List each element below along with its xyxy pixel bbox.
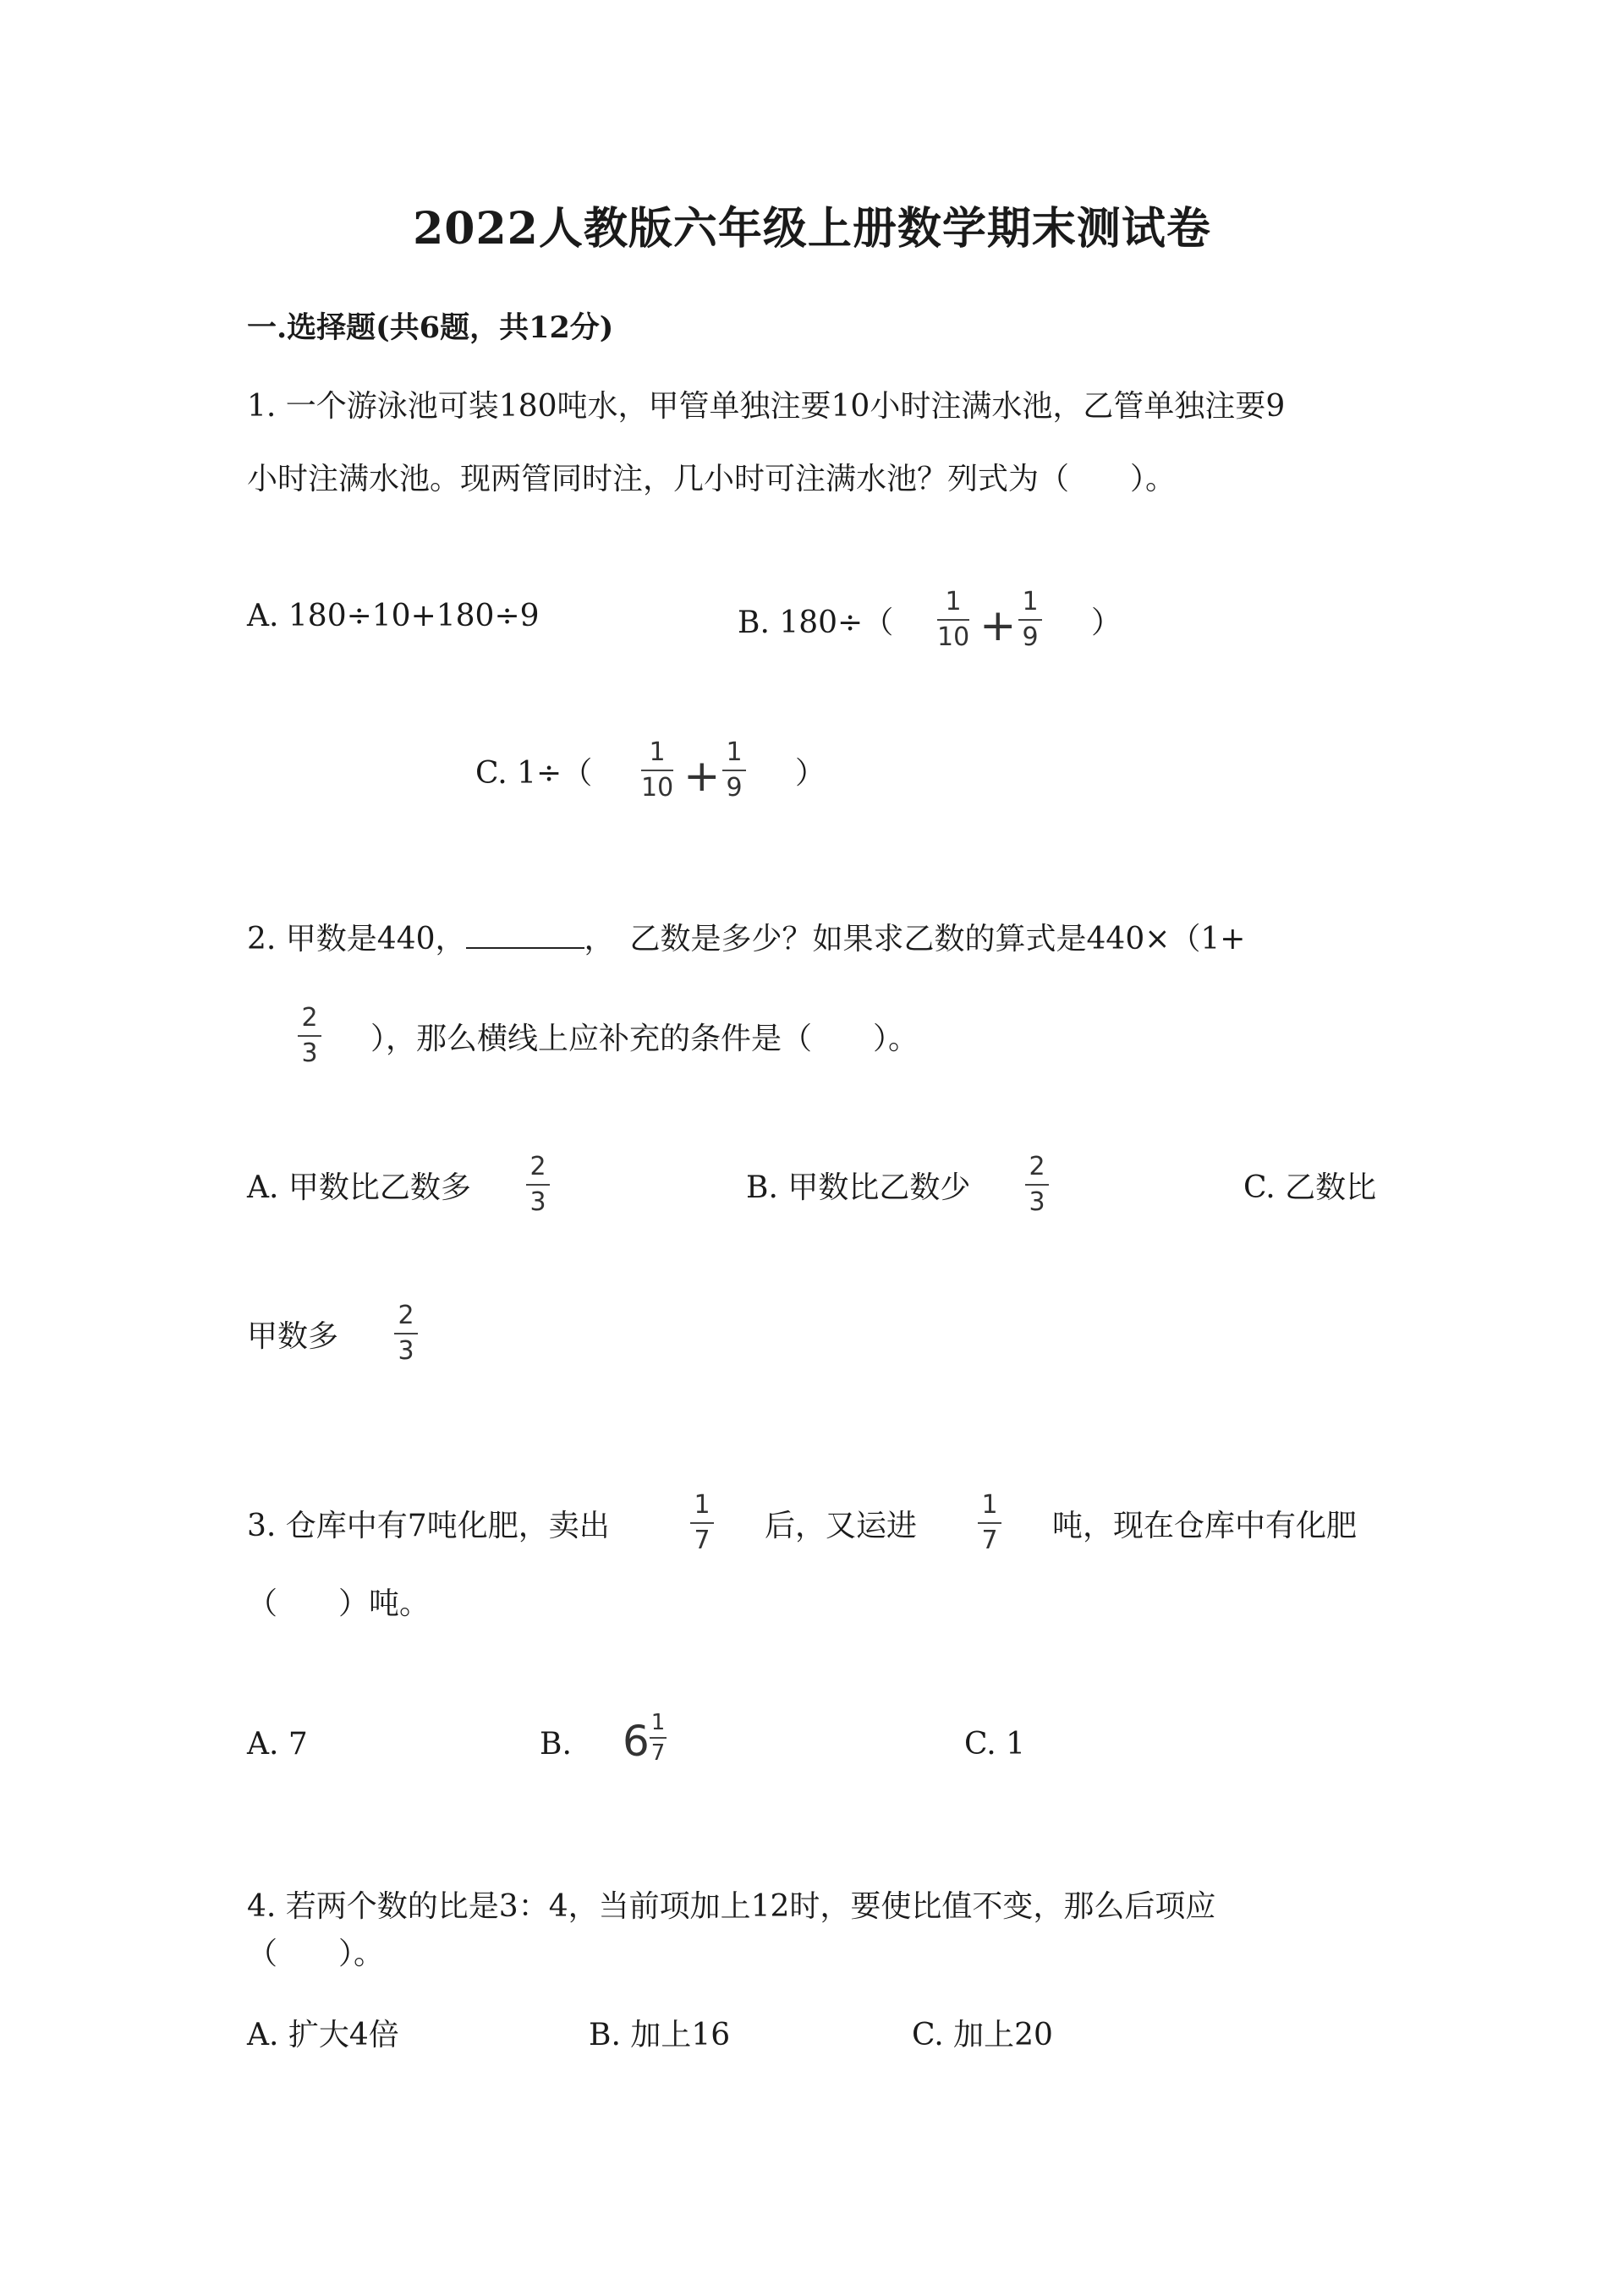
q4-line1: 4. 若两个数的比是3：4，当前项加上12时，要使比值不变，那么后项应 [247, 1889, 1216, 1924]
fraction-denominator: 3 [529, 1187, 546, 1217]
q2-c-fraction [394, 1301, 418, 1367]
fraction-numerator: 1 [694, 1490, 710, 1520]
fraction-denominator: 7 [650, 1740, 666, 1766]
fraction-numerator: 1 [649, 737, 666, 767]
q4-option-a: A. 扩大4倍 [247, 2018, 399, 2052]
fraction-bar [1018, 619, 1042, 621]
fraction-numerator: 2 [529, 1152, 546, 1181]
fraction-numerator: 1 [945, 587, 962, 616]
fraction-numerator: 1 [981, 1490, 998, 1520]
fraction-bar [526, 1184, 550, 1186]
fraction-bar [690, 1522, 714, 1524]
q2-b-fraction [1025, 1152, 1049, 1218]
fraction-denominator: 3 [301, 1038, 318, 1068]
q2-option-c-part1: C. 乙数比 [1243, 1170, 1377, 1205]
q2-line1 [247, 915, 1245, 958]
q1-c-plus-sign: + [683, 751, 721, 802]
q2-line2: ），那么横线上应补充的条件是（ ）。 [370, 1022, 919, 1056]
fraction-numerator: 2 [301, 1003, 318, 1033]
q3-b-mixed-fraction [650, 1710, 667, 1766]
q2-option-a: A. 甲数比乙数多 [247, 1170, 471, 1205]
fraction-numerator: 1 [650, 1710, 666, 1735]
fraction-bar [722, 770, 746, 771]
fraction-denominator: 9 [1022, 622, 1039, 652]
q2-option-b: B. 甲数比乙数少 [746, 1170, 971, 1205]
fraction-numerator: 1 [726, 737, 743, 767]
fraction-bar [298, 1035, 321, 1037]
q1-option-c-suffix: ） [795, 756, 826, 791]
q1-line1: 1. 一个游泳池可装180吨水，甲管单独注要10小时注满水池，乙管单独注要9 [247, 389, 1286, 424]
q1-option-b-prefix: B. 180÷（ [738, 606, 894, 640]
fraction-denominator: 7 [694, 1526, 710, 1555]
q1-c-fraction-1 [641, 737, 673, 803]
q3-option-a: A. 7 [247, 1727, 308, 1762]
q3-line1-part-b: 后，又运进 [765, 1509, 918, 1543]
q3-fraction-added [978, 1490, 1001, 1556]
q3-option-b-label: B. [540, 1727, 572, 1762]
q2-fraction [298, 1003, 321, 1069]
fraction-numerator: 2 [398, 1301, 414, 1330]
q1-option-b-suffix: ） [1091, 606, 1122, 640]
q3-line1-part-c: 吨，现在仓库中有化肥 [1052, 1509, 1358, 1543]
q3-option-c: C. 1 [964, 1727, 1026, 1762]
q1-option-a: A. 180÷10+180÷9 [247, 599, 540, 633]
fraction-bar [978, 1522, 1001, 1524]
fraction-denominator: 10 [641, 773, 674, 803]
section-heading: 一.选择题(共6题，共12分) [247, 310, 614, 345]
q1-b-plus-sign: + [979, 600, 1017, 651]
q2-a-fraction [526, 1152, 550, 1218]
q3-fraction-sold [690, 1490, 714, 1556]
fraction-bar [650, 1737, 667, 1739]
q1-option-c-prefix: C. 1÷（ [475, 756, 593, 791]
q3-line1-part-a: 3. 仓库中有7吨化肥，卖出 [247, 1509, 610, 1543]
fraction-denominator: 3 [1029, 1187, 1045, 1217]
q3-b-mixed-whole: 6 [623, 1717, 650, 1766]
q1-line2: 小时注满水池。现两管同时注，几小时可注满水池？列式为（ ）。 [247, 462, 1177, 496]
q3-line2: （ ）吨。 [247, 1586, 431, 1621]
fraction-numerator: 2 [1029, 1152, 1045, 1181]
q4-option-c: C. 加上20 [912, 2018, 1053, 2052]
q2-blank-line [466, 922, 584, 949]
q1-b-fraction-2 [1018, 587, 1042, 653]
fraction-bar [937, 619, 969, 621]
fraction-denominator: 3 [398, 1336, 414, 1366]
q1-c-fraction-2 [722, 737, 746, 803]
q4-line2: （ ）。 [247, 1937, 385, 1971]
fraction-denominator: 10 [937, 622, 970, 652]
fraction-denominator: 9 [726, 773, 743, 803]
fraction-bar [394, 1333, 418, 1334]
q2-line1-prefix: 2. 甲数是440， [247, 922, 466, 956]
q2-option-c-part2: 甲数多 [247, 1319, 339, 1354]
fraction-numerator: 1 [1022, 587, 1039, 616]
fraction-bar [1025, 1184, 1049, 1186]
q1-b-fraction-1 [937, 587, 969, 653]
fraction-denominator: 7 [981, 1526, 998, 1555]
q2-line1-suffix: ， 乙数是多少？如果求乙数的算式是440×（1+ [584, 922, 1246, 956]
q4-option-b: B. 加上16 [589, 2018, 731, 2052]
fraction-bar [641, 770, 673, 771]
page-title: 2022人教版六年级上册数学期末测试卷 [413, 203, 1211, 255]
